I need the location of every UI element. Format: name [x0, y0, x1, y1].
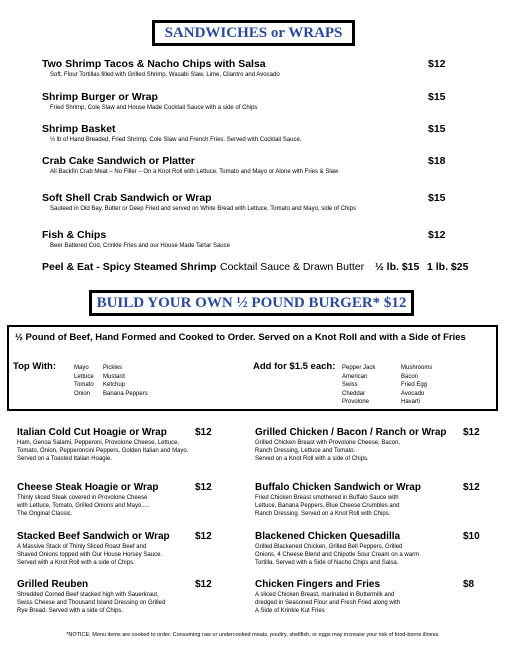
item-name: Buffalo Chicken Sandwich or Wrap	[255, 482, 421, 493]
item-description-line: Grilled Chicken Breast with Provolone Cheese, Bacon,	[255, 440, 401, 446]
peel-name: Peel & Eat - Spicy Steamed Shrimp	[42, 261, 217, 273]
toppings-column	[74, 364, 94, 398]
sandwiches-section-title: SANDWICHES or WRAPS	[152, 20, 355, 46]
toppings-column	[103, 364, 148, 398]
item-description: Sauteed in Old Bay, Butter or Deep Fried and served on White Bread with Lettuce, Tomato and Mayo, side of Chips	[50, 206, 356, 212]
addon: Pepper Jack	[342, 365, 376, 371]
item-name: Two Shrimp Tacos & Nacho Chips with Salsa	[42, 58, 266, 70]
item-description: Beer Battered Cod, Crinkle Fries and our House Made Tartar Sauce	[50, 243, 230, 249]
item-description-line: Thinly sliced Steak covered in Provolone Cheese	[17, 495, 148, 501]
item-description-line: with Lettuce, Tomato, Grilled Onions and Mayo.....	[17, 503, 150, 510]
item-price: $15	[428, 192, 446, 204]
item-description-line: Ranch Dressing. Served on a Knot Roll with Chips.	[255, 511, 391, 518]
item-name: Italian Cold Cut Hoagie or Wrap	[17, 427, 167, 438]
addon: Bacon	[401, 373, 419, 380]
item-description: ½ lb of Hand Breaded, Fried Shrimp, Cole Slaw and French Fries. Served with Cocktail Sauce.	[50, 137, 302, 143]
menu-item	[42, 58, 462, 79]
item-description-line: Ranch Dressing, Lettuce and Tomato.	[255, 448, 356, 455]
item-name: Shrimp Burger or Wrap	[42, 91, 158, 103]
menu-item	[42, 192, 462, 213]
menu-item	[255, 579, 485, 616]
item-price: $18	[428, 155, 446, 167]
item-price: $15	[428, 123, 446, 135]
addon: Provolone	[342, 399, 370, 406]
menu-item	[17, 579, 237, 616]
menu-item	[255, 531, 485, 568]
addon: Mushrooms	[401, 365, 433, 371]
addon: Avocado	[401, 390, 425, 397]
item-description-line: The Original Classic.	[17, 511, 73, 518]
item-price: $12	[463, 427, 480, 438]
item-price: $12	[463, 482, 480, 493]
top-with-label: Top With:	[13, 361, 56, 372]
addon: Cheddar	[342, 390, 366, 397]
menu-item	[42, 91, 462, 112]
peel-lb-price: 1 lb. $25	[427, 261, 469, 273]
addon: Fried Egg	[401, 382, 428, 389]
peel-and-eat-row	[42, 261, 502, 274]
burger-options-box	[7, 325, 498, 411]
topping: Ketchup	[103, 382, 126, 389]
item-price: $10	[463, 531, 480, 542]
item-price: $12	[195, 579, 212, 590]
item-price: $12	[428, 229, 446, 241]
item-price: $12	[195, 531, 212, 542]
addons-column	[401, 364, 432, 407]
topping: Banana Peppers	[103, 390, 148, 397]
menu-item	[17, 482, 237, 519]
topping: Mayo	[74, 365, 89, 371]
item-price: $8	[463, 579, 475, 590]
menu-item	[255, 482, 485, 519]
item-description-line: Lettuce, Banana Peppers, Blue Cheese Crumbles and	[255, 503, 400, 510]
peel-sauce: Cocktail Sauce & Drawn Butter	[220, 261, 365, 273]
item-description-line: Tortilla. Served with a Side of Nacho Chips and Salsa.	[255, 560, 399, 567]
item-description-line: Swiss Cheese and Thousand Island Dressing on Grilled	[17, 600, 166, 607]
item-name: Fish & Chips	[42, 229, 107, 241]
item-description-line: Ham, Genoa Salami, Pepperoni, Provolone Cheese, Lettuce,	[17, 440, 180, 446]
item-name: Stacked Beef Sandwich or Wrap	[17, 531, 170, 542]
topping: Tomato	[74, 382, 94, 389]
burger-description: ½ Pound of Beef, Hand Formed and Cooked to Order. Served on a Knot Roll and with a Side of Fries	[15, 332, 466, 343]
topping: Onion	[74, 390, 91, 397]
item-description-line: dredged in Seasoned Flour and Fresh Fried along with	[255, 600, 401, 607]
item-description: All Backfin Crab Meat – No Filler – On a Knot Roll with Lettuce, Tomato and Mayo or Alone with Fries & Slaw	[50, 169, 339, 175]
item-description-line: Shaved Onions topped with Our House Horsey Sauce.	[17, 552, 163, 559]
menu-item	[255, 427, 485, 464]
item-description-line: Rye Bread. Served with a side of Chips.	[17, 608, 124, 615]
menu-item	[17, 427, 237, 464]
addon: Swiss	[342, 382, 358, 389]
menu-item	[17, 531, 237, 568]
item-description-line: Grilled Blackened Chicken, Grilled Bell Peppers, Grilled	[255, 544, 403, 550]
item-name: Shrimp Basket	[42, 123, 116, 135]
item-description-line: A Side of Krinkle Kut Fries	[255, 608, 325, 615]
item-price: $12	[195, 482, 212, 493]
peel-half-price: ½ lb. $15	[375, 261, 420, 273]
item-name: Cheese Steak Hoagie or Wrap	[17, 482, 159, 493]
item-name: Soft Shell Crab Sandwich or Wrap	[42, 192, 212, 204]
item-description-line: Fried Chicken Breast smothered in Buffalo Sauce with	[255, 495, 399, 501]
item-name: Blackened Chicken Quesadilla	[255, 531, 401, 542]
menu-item	[42, 229, 462, 250]
item-description-line: Served on a Knot Roll with a side of Chips.	[255, 456, 369, 463]
burger-section-title: BUILD YOUR OWN ½ POUND BURGER* $12	[89, 290, 414, 316]
topping: Pickles	[103, 365, 123, 371]
item-price: $15	[428, 91, 446, 103]
menu-item	[42, 155, 462, 176]
item-description: Soft, Flour Tortillas filled with Grilled Shrimp, Wasabi Slaw, Lime, Cilantro and Avocado	[50, 72, 280, 78]
item-description-line: A Massive Stack of Thinly Sliced Roast Beef and	[17, 544, 147, 550]
item-description-line: Shredded Corned Beef stacked high with Sauerkraut,	[17, 592, 159, 598]
item-name: Grilled Chicken / Bacon / Ranch or Wrap	[255, 427, 447, 438]
item-name: Chicken Fingers and Fries	[255, 579, 381, 590]
item-name: Grilled Reuben	[17, 579, 89, 590]
item-description-line: A sliced Chicken Breast, marinated in Buttermilk and	[255, 592, 395, 598]
item-price: $12	[195, 427, 212, 438]
item-name: Crab Cake Sandwich or Platter	[42, 155, 195, 167]
food-safety-notice: *NOTICE: Menu items are cooked to order. Consuming raw or undercooked meats, poultry, shellfish, or eggs may increase your risk of food-borne illness.	[66, 632, 440, 638]
item-description-line: Tomato, Onion, Pepperoncini Peppers, Golden Italian and Mayo.	[17, 448, 189, 455]
addons-column	[342, 364, 375, 407]
item-price: $12	[428, 58, 446, 70]
item-description: Fried Shrimp, Cole Slaw and House Made Cocktail Sauce with a side of Chips	[50, 105, 258, 111]
menu-item	[42, 123, 462, 144]
item-description-line: Served with a Knot Roll with a side of Chips.	[17, 560, 135, 567]
add-ons-label: Add for $1.5 each:	[253, 361, 336, 372]
topping: Mustard	[103, 373, 125, 380]
topping: Lettuce	[74, 373, 94, 380]
addon: American	[342, 373, 368, 380]
addon: Havarti	[401, 399, 421, 406]
item-description-line: Onions, 4 Cheese Blend and Chipotle Sour Cream on a warm	[255, 552, 420, 559]
item-description-line: Served on a Toasted Italian Hoagie.	[17, 456, 112, 463]
